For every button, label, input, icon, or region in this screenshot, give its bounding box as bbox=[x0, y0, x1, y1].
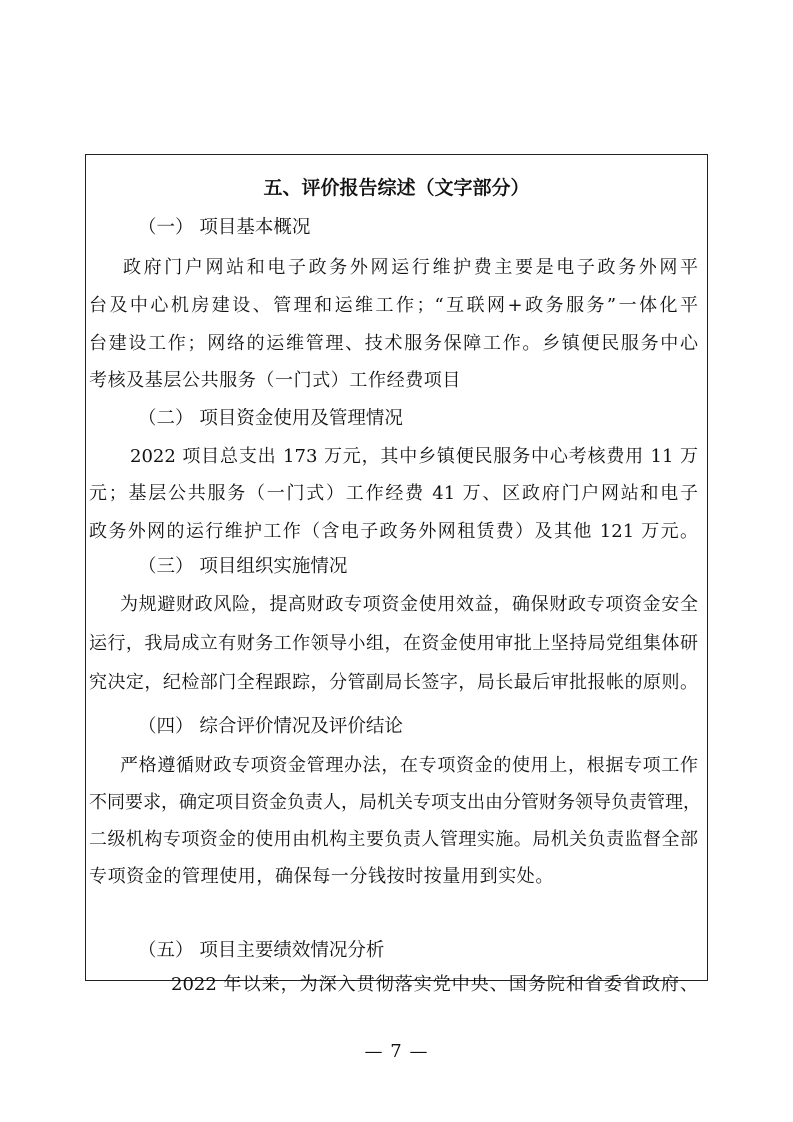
paragraph-implementation-line-1: 为规避财政风险，提高财政专项资金使用效益，确保财政专项资金安全 bbox=[120, 594, 698, 615]
paragraph-evaluation-line-1: 严格遵循财政专项资金管理办法，在专项资金的使用上，根据专项工作 bbox=[120, 755, 698, 776]
paragraph-evaluation-line-4: 专项资金的管理使用，确保每一分钱按时按量用到实处。 bbox=[89, 866, 554, 887]
paragraph-overview-line-3: 台建设工作；网络的运维管理、技术服务保障工作。乡镇便民服务中心 bbox=[89, 333, 698, 354]
section-title: 五、评价报告综述（文字部分） bbox=[263, 177, 530, 199]
paragraph-evaluation-line-3: 二级机构专项资金的使用由机构主要负责人管理实施。局机关负责监督全部 bbox=[89, 829, 698, 850]
paragraph-overview-line-4: 考核及基层公共服务（一门式）工作经费项目 bbox=[89, 370, 461, 391]
heading-evaluation: （四） 综合评价情况及评价结论 bbox=[138, 716, 403, 737]
report-frame bbox=[85, 154, 708, 995]
heading-fund-usage: （二） 项目资金使用及管理情况 bbox=[138, 408, 403, 429]
paragraph-fund-line-1: 2022 项目总支出 173 万元，其中乡镇便民服务中心考核费用 11 万 bbox=[130, 446, 698, 467]
heading-project-overview: （一） 项目基本概况 bbox=[138, 217, 311, 238]
page-number: — 7 — bbox=[364, 1041, 429, 1062]
heading-performance: （五） 项目主要绩效情况分析 bbox=[138, 940, 385, 961]
paragraph-implementation-line-2: 运行，我局成立有财务工作领导小组，在资金使用审批上坚持局党组集体研 bbox=[89, 633, 698, 654]
paragraph-implementation-line-3: 究决定，纪检部门全程跟踪，分管副局长签字，局长最后审批报帐的原则。 bbox=[89, 672, 698, 693]
paragraph-performance-line-1: 2022 年以来，为深入贯彻落实党中央、国务院和省委省政府、 bbox=[171, 974, 698, 995]
paragraph-overview-line-2: 台及中心机房建设、管理和运维工作；“互联网+政务服务”一体化平 bbox=[89, 295, 698, 316]
paragraph-fund-line-3: 政务外网的运行维护工作（含电子政务外网租赁费）及其他 121 万元。 bbox=[89, 521, 698, 542]
paragraph-fund-line-2: 元；基层公共服务（一门式）工作经费 41 万、区政府门户网站和电子 bbox=[89, 483, 698, 504]
paragraph-overview-line-1: 政府门户网站和电子政务外网运行维护费主要是电子政务外网平 bbox=[123, 257, 698, 278]
paragraph-evaluation-line-2: 不同要求，确定项目资金负责人，局机关专项支出由分管财务领导负责管理， bbox=[89, 792, 701, 813]
heading-implementation: （三） 项目组织实施情况 bbox=[138, 556, 348, 577]
